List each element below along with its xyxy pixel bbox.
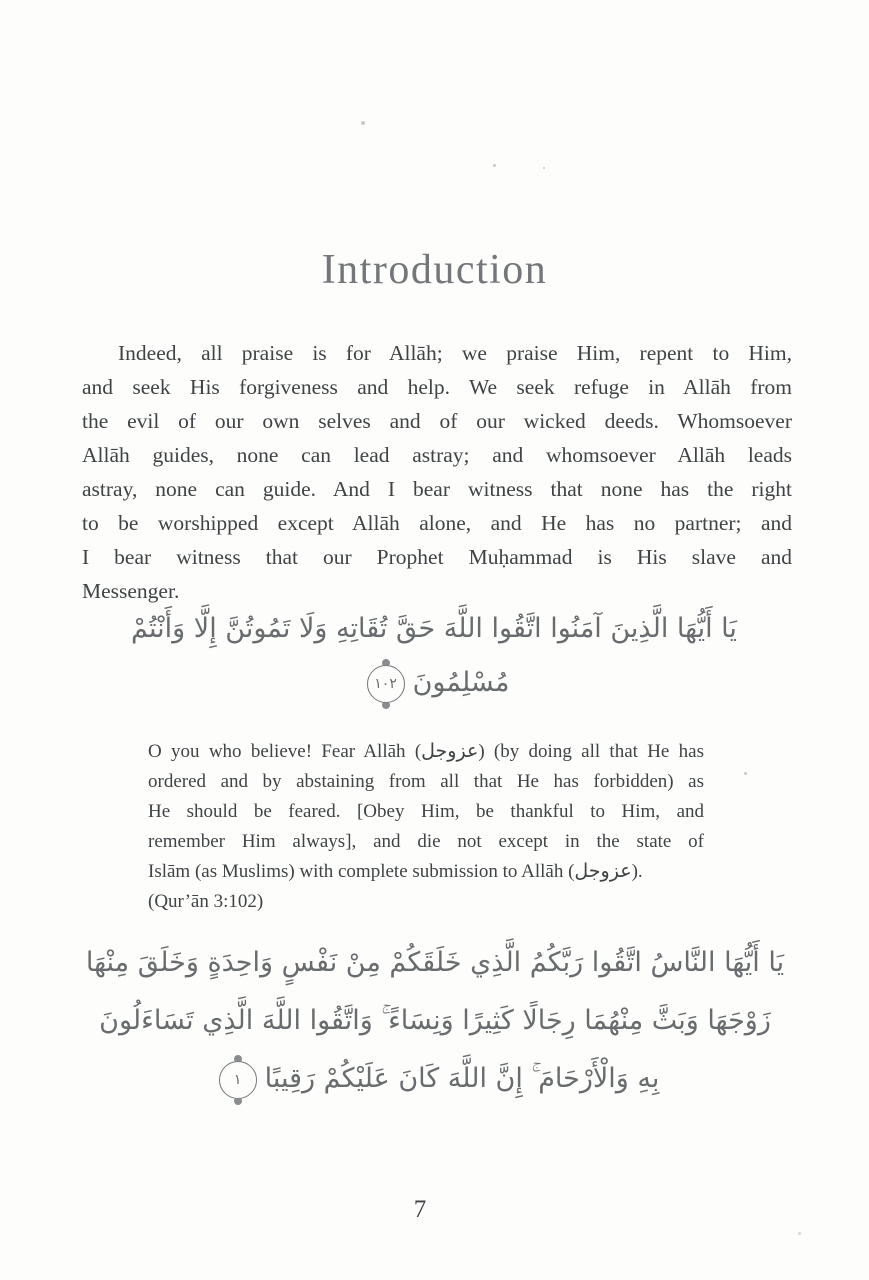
paragraph-line: to be worshipped except Allāh alone, and He has no partner; and xyxy=(82,511,792,535)
translation-line: He should be feared. [Obey Him, be thankful to Him, and xyxy=(148,801,704,822)
paragraph-line: Indeed, all praise is for Allāh; we praise Him, repent to Him, xyxy=(118,341,792,365)
scan-artifact xyxy=(744,772,747,775)
arabic-verse-line xyxy=(64,658,804,708)
verse-number-ornament: ١٠٢ xyxy=(367,665,405,703)
arabic-verse-line: يَا أَيُّهَا الَّذِينَ آمَنُوا اتَّقُوا اللَّهَ حَقَّ تُقَاتِهِ وَلَا تَمُوتُنَّ إِلَّا وَأَنْتُمْ xyxy=(131,613,737,644)
translation-citation: (Qur’ān 3:102) xyxy=(148,891,264,912)
arabic-verse-line: زَوْجَهَا وَبَثَّ مِنْهُمَا رِجَالًا كَثِيرًا وَنِسَاءً ۚ وَاتَّقُوا اللَّهَ الَّذِي تَسَاءَلُونَ xyxy=(99,1005,771,1036)
scan-artifact xyxy=(361,121,365,125)
page-number: 7 xyxy=(413,1196,427,1223)
paragraph-line: the evil of our own selves and of our wicked deeds. Whomsoever xyxy=(82,409,792,433)
translation-line: remember Him always], and die not except in the state of xyxy=(148,831,704,852)
translation-line: Islām (as Muslims) with complete submission to Allāh (عزوجل). xyxy=(148,861,643,882)
arabic-verse-line: يَا أَيُّهَا النَّاسُ اتَّقُوا رَبَّكُمُ الَّذِي خَلَقَكُمْ مِنْ نَفْسٍ وَاحِدَةٍ وَخَلَقَ مِنْهَا xyxy=(85,947,785,978)
arabic-verse-line xyxy=(40,1050,830,1108)
verse-number-ornament: ١ xyxy=(219,1061,257,1099)
quran-verse-3-102-arabic xyxy=(64,602,804,708)
translation-line: O you who believe! Fear Allāh (عزوجل) (by doing all that He has xyxy=(148,741,704,762)
quran-verse-4-1-arabic xyxy=(40,934,830,1108)
scan-artifact xyxy=(543,167,545,169)
paragraph-line: Allāh guides, none can lead astray; and whomsoever Allāh leads xyxy=(82,443,792,467)
arabic-verse-word: بِهِ وَالْأَرْحَامَ ۚ إِنَّ اللَّهَ كَانَ عَلَيْكُمْ رَقِيبًا xyxy=(264,1063,660,1094)
paragraph-line: astray, none can guide. And I bear witness that none has the right xyxy=(82,477,792,501)
paragraph-line: Messenger. xyxy=(82,579,180,603)
paragraph-line: and seek His forgiveness and help. We seek refuge in Allāh from xyxy=(82,375,792,399)
intro-paragraph xyxy=(82,336,792,608)
page-title: Introduction xyxy=(321,247,548,294)
paragraph-line: I bear witness that our Prophet Muḥammad is His slave and xyxy=(82,545,792,569)
arabic-verse-word: مُسْلِمُونَ xyxy=(412,667,510,698)
scan-artifact xyxy=(493,164,496,167)
scan-artifact xyxy=(798,1232,801,1235)
quran-3-102-translation xyxy=(148,737,704,917)
translation-line: ordered and by abstaining from all that He has forbidden) as xyxy=(148,771,704,792)
